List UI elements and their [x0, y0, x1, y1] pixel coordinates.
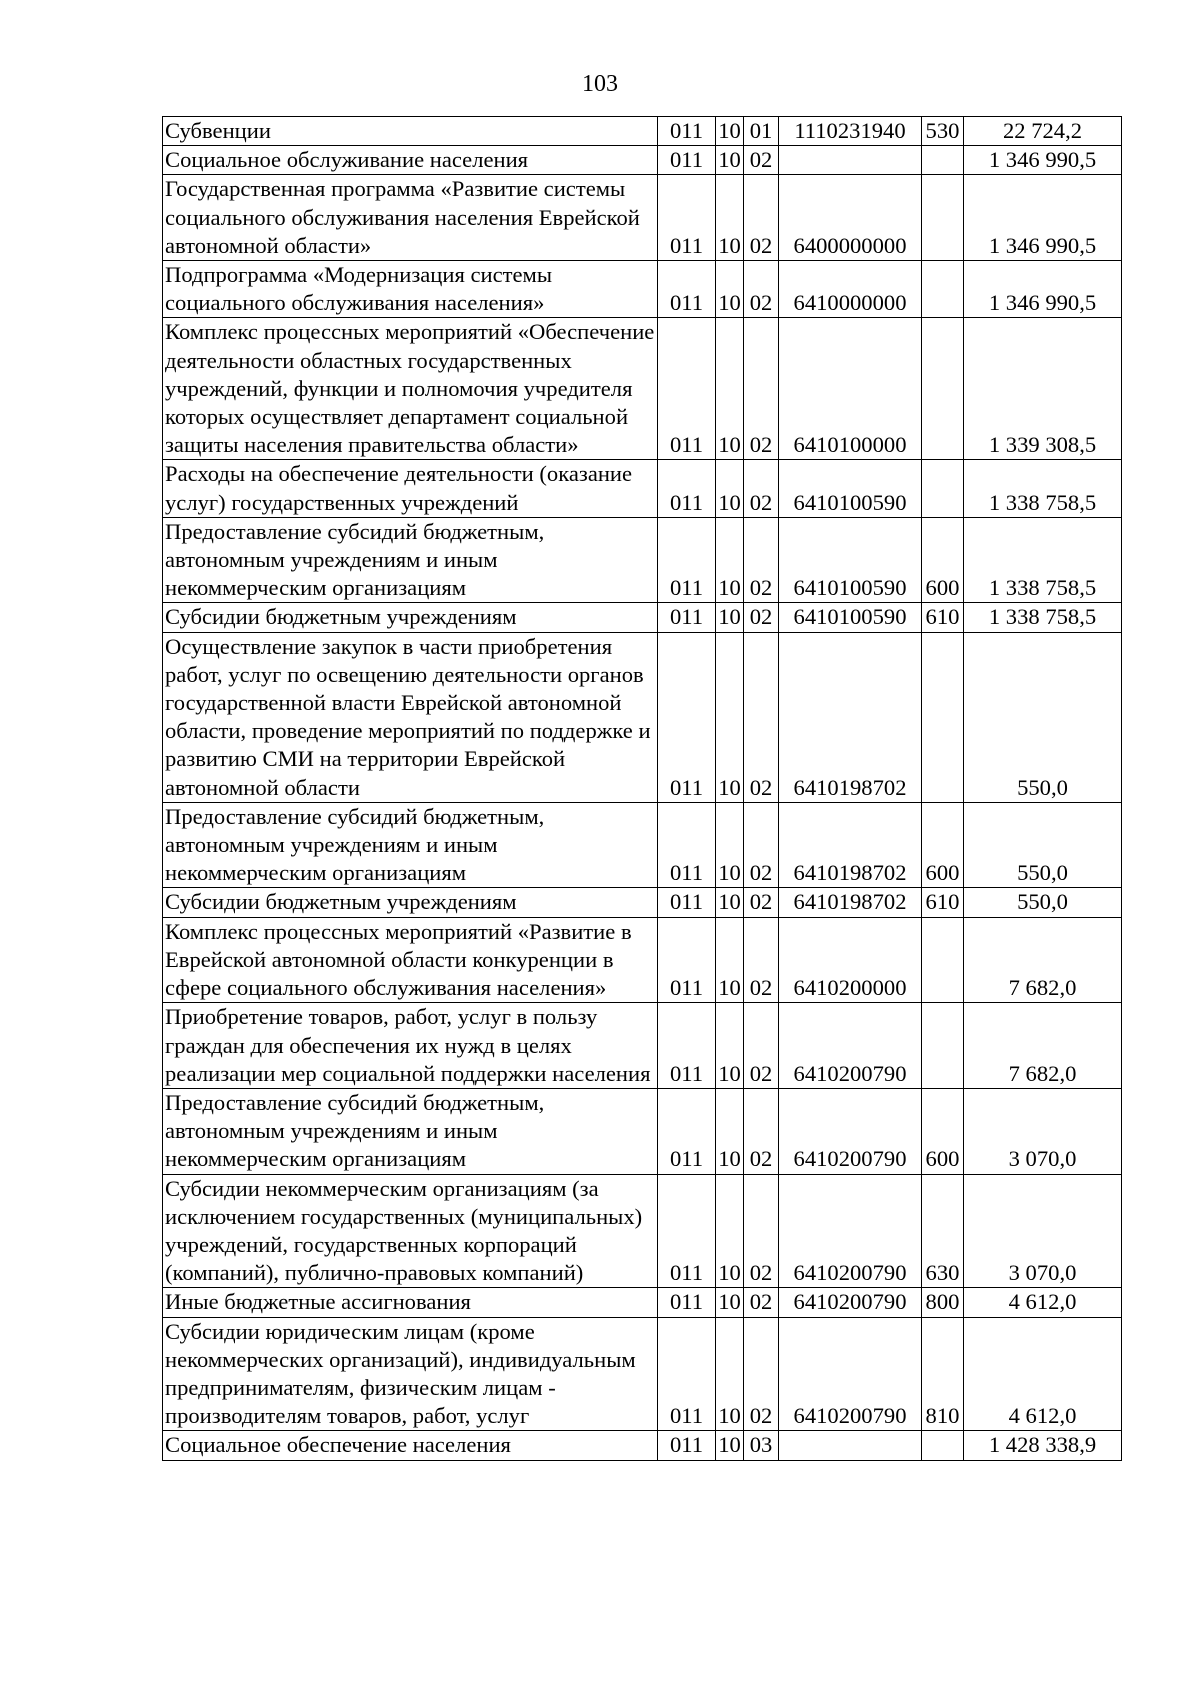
subsection-code-cell: 02 — [744, 917, 779, 1003]
subsection-code-cell: 02 — [744, 1003, 779, 1089]
amount-cell: 22 724,2 — [964, 117, 1122, 146]
expense-name-cell: Предоставление субсидий бюджетным, автономным учреждениям и иным некоммерческим организациям — [163, 802, 658, 888]
amount-cell: 7 682,0 — [964, 1003, 1122, 1089]
target-article-cell: 6410200000 — [779, 917, 922, 1003]
expense-type-cell: 600 — [922, 1088, 964, 1174]
expense-type-cell — [922, 917, 964, 1003]
subsection-code-cell: 02 — [744, 175, 779, 261]
expense-type-cell: 800 — [922, 1288, 964, 1317]
admin-code-cell: 011 — [658, 1288, 716, 1317]
amount-cell: 1 346 990,5 — [964, 146, 1122, 175]
expense-type-cell: 810 — [922, 1317, 964, 1431]
table-row — [163, 517, 1122, 603]
expense-type-cell: 630 — [922, 1174, 964, 1288]
expense-name-cell: Социальное обеспечение населения — [163, 1431, 658, 1460]
expense-name-cell: Комплекс процессных мероприятий «Обеспечение деятельности областных государственных учреждений, функции и полномочия учредителя которых осуществляет департамент социальной защиты населения правительства области» — [163, 318, 658, 460]
subsection-code-cell: 02 — [744, 146, 779, 175]
expense-type-cell — [922, 460, 964, 517]
target-article-cell: 6410200790 — [779, 1003, 922, 1089]
admin-code-cell: 011 — [658, 318, 716, 460]
subsection-code-cell: 02 — [744, 1088, 779, 1174]
subsection-code-cell: 02 — [744, 460, 779, 517]
expense-type-cell — [922, 146, 964, 175]
section-code-cell: 10 — [716, 632, 744, 802]
admin-code-cell: 011 — [658, 146, 716, 175]
section-code-cell: 10 — [716, 1288, 744, 1317]
amount-cell: 7 682,0 — [964, 917, 1122, 1003]
section-code-cell: 10 — [716, 1088, 744, 1174]
subsection-code-cell: 03 — [744, 1431, 779, 1460]
target-article-cell: 6410000000 — [779, 261, 922, 318]
section-code-cell: 10 — [716, 261, 744, 318]
expense-name-cell: Субсидии бюджетным учреждениям — [163, 888, 658, 917]
expense-type-cell — [922, 318, 964, 460]
expense-name-cell: Расходы на обеспечение деятельности (оказание услуг) государственных учреждений — [163, 460, 658, 517]
section-code-cell: 10 — [716, 802, 744, 888]
expense-type-cell — [922, 175, 964, 261]
section-code-cell: 10 — [716, 146, 744, 175]
table-row — [163, 888, 1122, 917]
expense-name-cell: Предоставление субсидий бюджетным, автономным учреждениям и иным некоммерческим организациям — [163, 517, 658, 603]
target-article-cell: 6410198702 — [779, 888, 922, 917]
amount-cell: 1 428 338,9 — [964, 1431, 1122, 1460]
table-row — [163, 1003, 1122, 1089]
expense-type-cell — [922, 1431, 964, 1460]
target-article-cell: 6410198702 — [779, 802, 922, 888]
admin-code-cell: 011 — [658, 175, 716, 261]
subsection-code-cell: 02 — [744, 318, 779, 460]
expense-name-cell: Субвенции — [163, 117, 658, 146]
admin-code-cell: 011 — [658, 1174, 716, 1288]
expense-name-cell: Государственная программа «Развитие системы социального обслуживания населения Еврейской автономной области» — [163, 175, 658, 261]
section-code-cell: 10 — [716, 1003, 744, 1089]
amount-cell: 1 338 758,5 — [964, 460, 1122, 517]
subsection-code-cell: 02 — [744, 888, 779, 917]
admin-code-cell: 011 — [658, 1431, 716, 1460]
admin-code-cell: 011 — [658, 517, 716, 603]
section-code-cell: 10 — [716, 1431, 744, 1460]
expense-name-cell: Приобретение товаров, работ, услуг в пользу граждан для обеспечения их нужд в целях реализации мер социальной поддержки населения — [163, 1003, 658, 1089]
admin-code-cell: 011 — [658, 1088, 716, 1174]
admin-code-cell: 011 — [658, 603, 716, 632]
subsection-code-cell: 02 — [744, 1317, 779, 1431]
target-article-cell — [779, 146, 922, 175]
admin-code-cell: 011 — [658, 261, 716, 318]
expense-name-cell: Предоставление субсидий бюджетным, автономным учреждениям и иным некоммерческим организациям — [163, 1088, 658, 1174]
table-row — [163, 1317, 1122, 1431]
table-row — [163, 802, 1122, 888]
expense-type-cell: 600 — [922, 802, 964, 888]
table-row — [163, 603, 1122, 632]
table-row — [163, 917, 1122, 1003]
target-article-cell: 6410200790 — [779, 1174, 922, 1288]
target-article-cell: 6410100590 — [779, 460, 922, 517]
expense-name-cell: Осуществление закупок в части приобретения работ, услуг по освещению деятельности органов государственной власти Еврейской автономной области, проведение мероприятий по поддержке и развитию СМИ на территории Еврейской автономной области — [163, 632, 658, 802]
section-code-cell: 10 — [716, 318, 744, 460]
expense-name-cell: Субсидии юридическим лицам (кроме некоммерческих организаций), индивидуальным предпринимателям, физическим лицам - производителям товаров, работ, услуг — [163, 1317, 658, 1431]
expense-type-cell: 600 — [922, 517, 964, 603]
table-row — [163, 1088, 1122, 1174]
section-code-cell: 10 — [716, 1317, 744, 1431]
section-code-cell: 10 — [716, 517, 744, 603]
target-article-cell: 6410100590 — [779, 603, 922, 632]
admin-code-cell: 011 — [658, 117, 716, 146]
amount-cell: 1 346 990,5 — [964, 261, 1122, 318]
admin-code-cell: 011 — [658, 917, 716, 1003]
expense-type-cell — [922, 632, 964, 802]
admin-code-cell: 011 — [658, 1317, 716, 1431]
table-row — [163, 632, 1122, 802]
expense-name-cell: Иные бюджетные ассигнования — [163, 1288, 658, 1317]
table-row — [163, 460, 1122, 517]
table-row — [163, 1288, 1122, 1317]
amount-cell: 1 339 308,5 — [964, 318, 1122, 460]
expense-name-cell: Подпрограмма «Модернизация системы социального обслуживания населения» — [163, 261, 658, 318]
amount-cell: 3 070,0 — [964, 1174, 1122, 1288]
target-article-cell: 6410200790 — [779, 1088, 922, 1174]
expense-name-cell: Субсидии бюджетным учреждениям — [163, 603, 658, 632]
expense-type-cell — [922, 1003, 964, 1089]
subsection-code-cell: 02 — [744, 802, 779, 888]
table-row — [163, 261, 1122, 318]
expense-type-cell — [922, 261, 964, 318]
amount-cell: 550,0 — [964, 632, 1122, 802]
target-article-cell: 6410200790 — [779, 1317, 922, 1431]
expense-type-cell: 610 — [922, 603, 964, 632]
section-code-cell: 10 — [716, 117, 744, 146]
section-code-cell: 10 — [716, 460, 744, 517]
target-article-cell: 6400000000 — [779, 175, 922, 261]
amount-cell: 1 338 758,5 — [964, 603, 1122, 632]
subsection-code-cell: 01 — [744, 117, 779, 146]
admin-code-cell: 011 — [658, 802, 716, 888]
expense-type-cell: 530 — [922, 117, 964, 146]
target-article-cell: 6410198702 — [779, 632, 922, 802]
amount-cell: 4 612,0 — [964, 1288, 1122, 1317]
admin-code-cell: 011 — [658, 888, 716, 917]
target-article-cell: 1110231940 — [779, 117, 922, 146]
table-row — [163, 1431, 1122, 1460]
subsection-code-cell: 02 — [744, 1288, 779, 1317]
admin-code-cell: 011 — [658, 1003, 716, 1089]
subsection-code-cell: 02 — [744, 517, 779, 603]
amount-cell: 4 612,0 — [964, 1317, 1122, 1431]
expense-name-cell: Социальное обслуживание населения — [163, 146, 658, 175]
target-article-cell — [779, 1431, 922, 1460]
admin-code-cell: 011 — [658, 460, 716, 517]
table-row — [163, 117, 1122, 146]
table-row — [163, 146, 1122, 175]
amount-cell: 3 070,0 — [964, 1088, 1122, 1174]
target-article-cell: 6410100000 — [779, 318, 922, 460]
target-article-cell: 6410100590 — [779, 517, 922, 603]
subsection-code-cell: 02 — [744, 632, 779, 802]
budget-table-body — [163, 117, 1122, 1461]
table-row — [163, 175, 1122, 261]
admin-code-cell: 011 — [658, 632, 716, 802]
expense-name-cell: Комплекс процессных мероприятий «Развитие в Еврейской автономной области конкуренции в сфере социального обслуживания населения» — [163, 917, 658, 1003]
subsection-code-cell: 02 — [744, 261, 779, 318]
budget-table — [162, 116, 1122, 1461]
section-code-cell: 10 — [716, 888, 744, 917]
page-number: 103 — [582, 71, 618, 97]
section-code-cell: 10 — [716, 603, 744, 632]
section-code-cell: 10 — [716, 917, 744, 1003]
subsection-code-cell: 02 — [744, 603, 779, 632]
target-article-cell: 6410200790 — [779, 1288, 922, 1317]
expense-name-cell: Субсидии некоммерческим организациям (за исключением государственных (муниципальных) учреждений, государственных корпораций (компаний), публично-правовых компаний) — [163, 1174, 658, 1288]
table-row — [163, 1174, 1122, 1288]
amount-cell: 1 346 990,5 — [964, 175, 1122, 261]
amount-cell: 550,0 — [964, 888, 1122, 917]
amount-cell: 1 338 758,5 — [964, 517, 1122, 603]
expense-type-cell: 610 — [922, 888, 964, 917]
section-code-cell: 10 — [716, 1174, 744, 1288]
table-row — [163, 318, 1122, 460]
amount-cell: 550,0 — [964, 802, 1122, 888]
subsection-code-cell: 02 — [744, 1174, 779, 1288]
section-code-cell: 10 — [716, 175, 744, 261]
